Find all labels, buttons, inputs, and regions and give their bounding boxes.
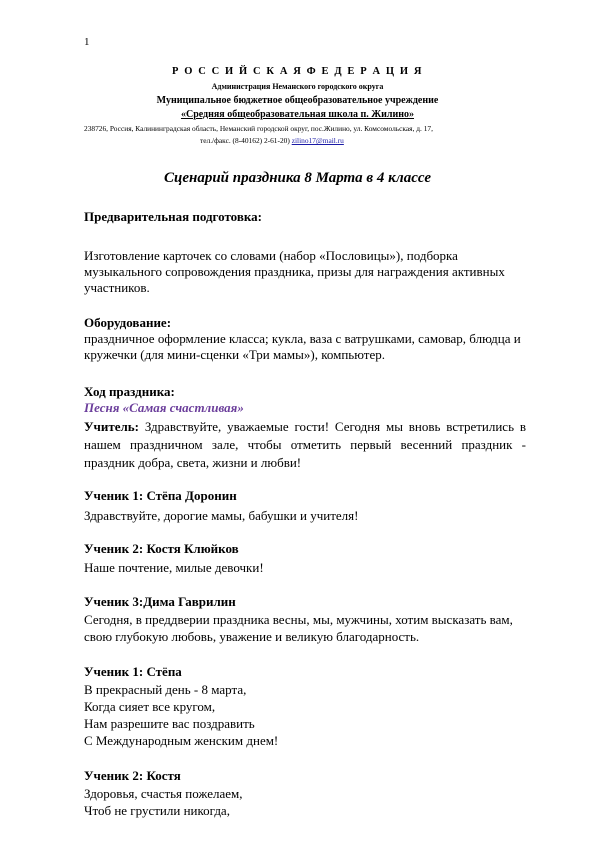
poem-line: В прекрасный день - 8 марта, <box>84 682 247 697</box>
speaker-label: Ученик 2: Костя Клюйков <box>84 541 239 556</box>
document-title: Сценарий праздника 8 Марта в 4 классе <box>163 170 432 186</box>
prep-line: Изготовление карточек со словами (набор «Пословицы»), подборка <box>84 248 458 263</box>
speech-line: Сегодня, в преддверии праздника весны, мы, мужчины, хотим высказать вам, <box>84 612 513 627</box>
email-link[interactable]: zilino17@mail.ru <box>291 136 344 145</box>
speech-line: свою глубокую любовь, уважение и великую благодарность. <box>84 629 420 644</box>
equipment-line: праздничное оформление класса; кукла, ваза с ватрушками, самовар, блюдца и <box>84 331 521 346</box>
header-administration: Администрация Неманского городского округа <box>211 82 384 91</box>
poem-line: Когда сияет все кругом, <box>84 699 216 714</box>
poem-line: Чтоб не грустили никогда, <box>84 803 230 818</box>
song-title: Песня «Самая счастливая» <box>84 400 244 415</box>
teacher-text: Здравствуйте, уважаемые гости! Сегодня мы вновь встретились в нашем праздничном зале, чтобы отметить первый весенний праздник - праздник добра, света, жизни и любви! <box>84 419 526 470</box>
speaker-label: Ученик 1: Стёпа <box>84 664 182 679</box>
equipment-line: кружечки (для мини-сценки «Три мамы»), компьютер. <box>84 347 385 362</box>
poem-line: Нам разрешите вас поздравить <box>84 716 255 731</box>
speaker-label: Ученик 2: Костя <box>84 768 181 783</box>
speaker-label: Ученик 1: Стёпа Доронин <box>84 488 237 503</box>
header-contacts <box>200 136 344 145</box>
teacher-label: Учитель: <box>84 419 140 434</box>
speech-line: Здравствуйте, дорогие мамы, бабушки и учителя! <box>84 508 359 523</box>
prep-line: участников. <box>84 280 150 295</box>
header-country: Р О С С И Й С К А Я Ф Е Д Е Р А Ц И Я <box>171 66 424 77</box>
equipment-heading: Оборудование: <box>84 315 172 330</box>
header-phone: тел./факс. (8-40162) 2-61-20) <box>200 136 290 145</box>
teacher-speech <box>84 418 526 472</box>
poem-line: Здоровья, счастья пожелаем, <box>84 786 243 801</box>
header-school: «Средняя общеобразовательная школа п. Жилино» <box>180 109 415 120</box>
speech-line: Наше почтение, милые девочки! <box>84 560 264 575</box>
prep-line: музыкального сопровождения праздника, призы для награждения активных <box>84 264 505 279</box>
page-number: 1 <box>84 36 90 48</box>
course-heading: Ход праздника: <box>84 384 175 399</box>
header-institution: Муниципальное бюджетное общеобразовательное учреждение <box>156 95 439 106</box>
header-address: 238726, Россия, Калининградская область, Неманский городской округ, пос.Жилино, ул. Комсомольская, д. 17, <box>84 124 433 133</box>
poem-line: С Международным женским днем! <box>84 733 279 748</box>
prep-heading: Предварительная подготовка: <box>84 209 262 224</box>
speaker-label: Ученик 3:Дима Гаврилин <box>84 594 236 609</box>
